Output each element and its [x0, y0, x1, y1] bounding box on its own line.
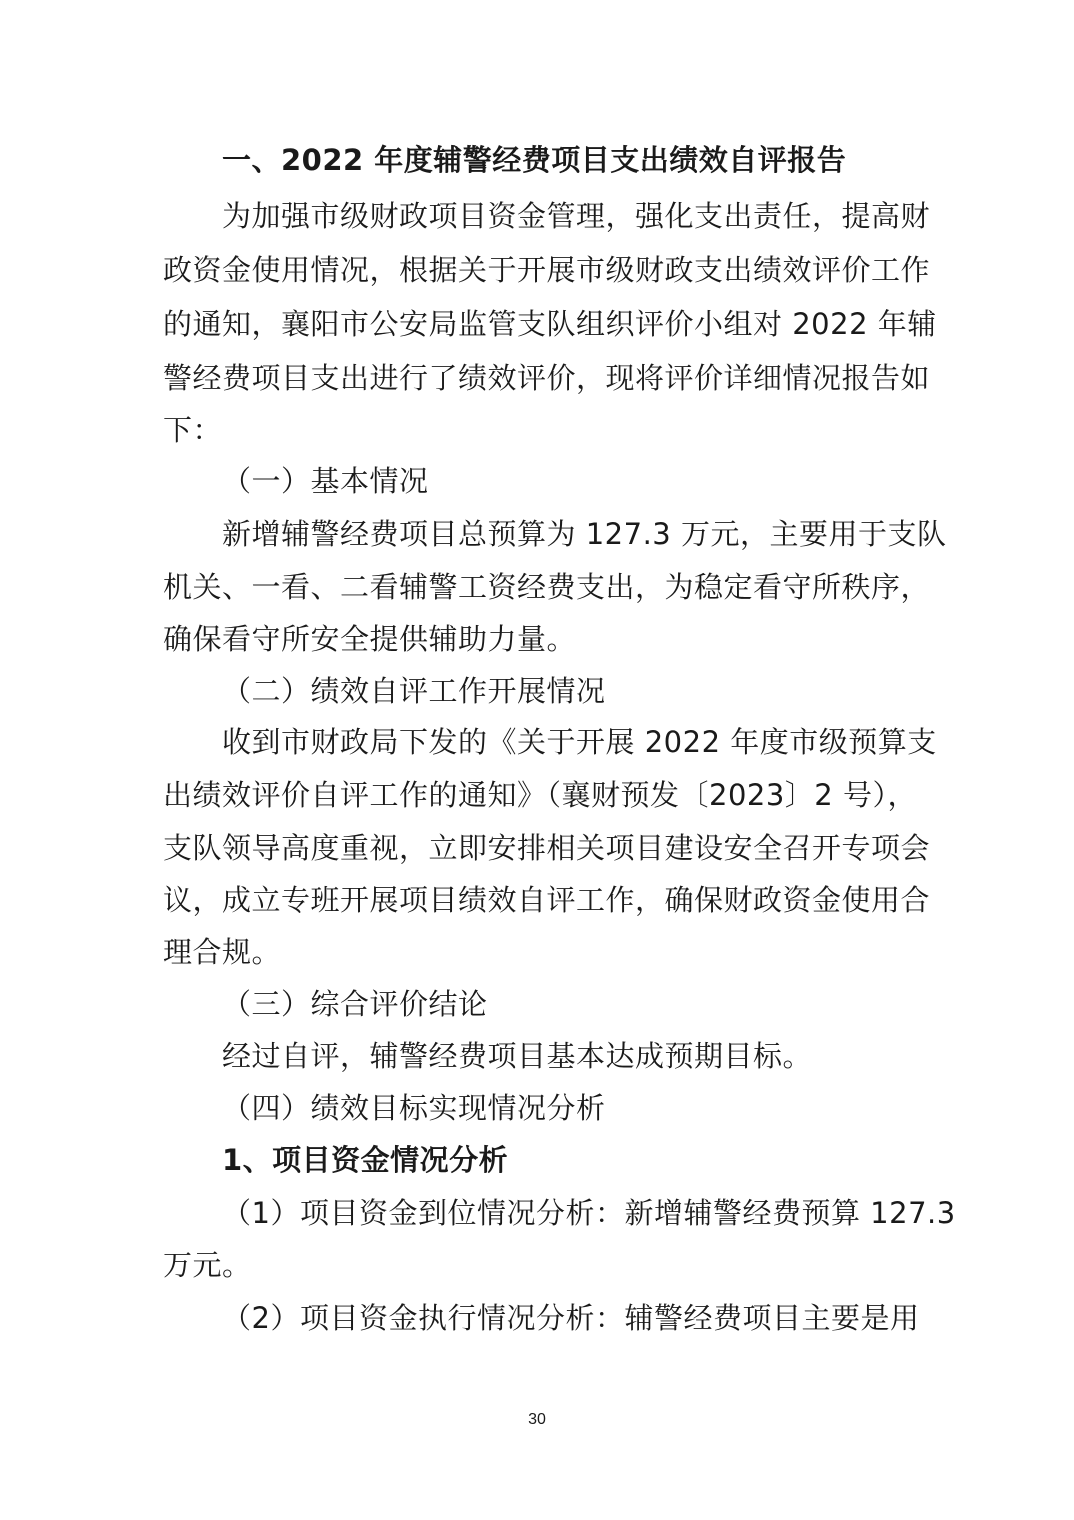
- section-heading-basic-info: （一）基本情况: [222, 464, 429, 498]
- conclusion-paragraph-line: 经过自评，辅警经费项目基本达成预期目标。: [222, 1039, 813, 1073]
- basic-info-paragraph-line: 新增辅警经费项目总预算为 127.3 万元，主要用于支队: [222, 517, 947, 551]
- section-heading-target-analysis: （四）绩效目标实现情况分析: [222, 1091, 606, 1125]
- basic-info-paragraph-line: 机关、一看、二看辅警工资经费支出，为稳定看守所秩序，: [163, 570, 931, 604]
- section-heading-self-evaluation: （二）绩效自评工作开展情况: [222, 674, 606, 708]
- fund-arrival-paragraph-line: 万元。: [163, 1248, 252, 1282]
- self-evaluation-paragraph-line: 理合规。: [163, 935, 282, 969]
- subsection-heading-fund-analysis: 1、项目资金情况分析: [222, 1143, 509, 1177]
- intro-paragraph-line: 警经费项目支出进行了绩效评价，现将评价详细情况报告如: [163, 361, 931, 395]
- intro-paragraph-line: 政资金使用情况，根据关于开展市级财政支出绩效评价工作: [163, 253, 931, 287]
- basic-info-paragraph-line: 确保看守所安全提供辅助力量。: [163, 622, 577, 656]
- intro-paragraph-line: 为加强市级财政项目资金管理，强化支出责任，提高财: [222, 199, 931, 233]
- page-number: 30: [528, 1411, 546, 1428]
- intro-paragraph-line: 下：: [163, 413, 223, 447]
- section-heading-conclusion: （三）综合评价结论: [222, 987, 488, 1021]
- self-evaluation-paragraph-line: 议，成立专班开展项目绩效自评工作，确保财政资金使用合: [163, 883, 931, 917]
- self-evaluation-paragraph-line: 支队领导高度重视，立即安排相关项目建设安全召开专项会: [163, 831, 931, 865]
- report-title: 一、2022 年度辅警经费项目支出绩效自评报告: [222, 143, 847, 177]
- self-evaluation-paragraph-line: 收到市财政局下发的《关于开展 2022 年度市级预算支: [222, 725, 937, 759]
- fund-execution-paragraph-line: （2）项目资金执行情况分析：辅警经费项目主要是用: [222, 1301, 920, 1335]
- intro-paragraph-line: 的通知，襄阳市公安局监管支队组织评价小组对 2022 年辅: [163, 307, 937, 341]
- self-evaluation-paragraph-line: 出绩效评价自评工作的通知》（襄财预发〔2023〕2 号），: [163, 778, 917, 812]
- fund-arrival-paragraph-line: （1）项目资金到位情况分析：新增辅警经费预算 127.3: [222, 1196, 956, 1230]
